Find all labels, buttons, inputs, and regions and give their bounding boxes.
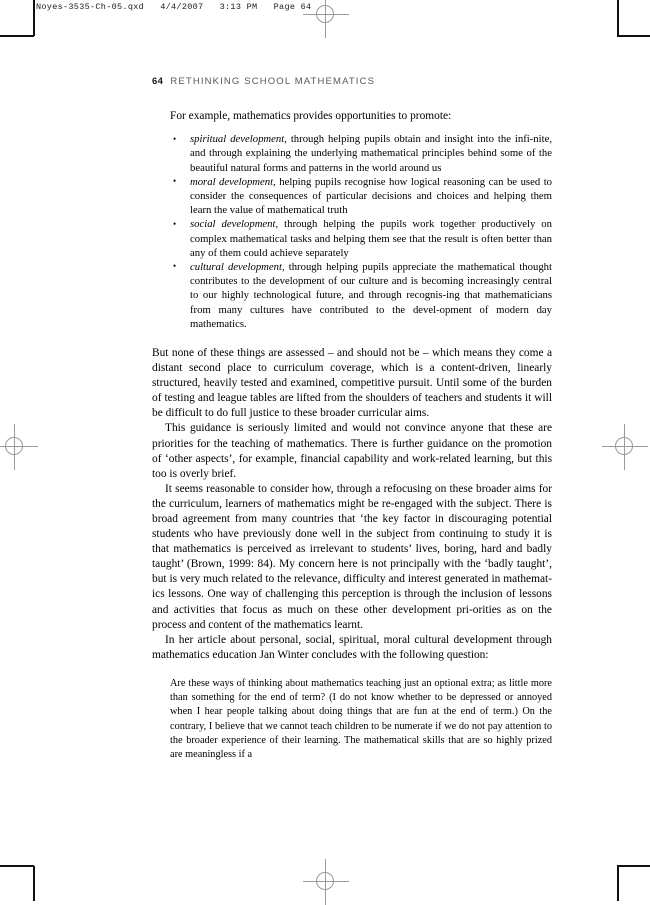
running-head xyxy=(152,76,552,87)
development-bullet-list xyxy=(170,132,552,331)
body-paragraph-3: It seems reasonable to consider how, through a refocusing on these broader aims for the curriculum, learners of mathematics might be re-engaged with the subject. There is broad agreement from many countries that ‘the key factor in discouraging potential students who have previously done well in the subject from continuing to study it is that mathematics is perceived as irrelevant to students’ lives, boring, hard and badly taught’ (Brown, 1999: 84). My concern here is not principally with the ‘badly taught’, but is very much related to the relevance, difficulty and interest generated in mathemat-ics lessons. One way of challenging this perception is through the inclusion of lessons and activities that focus as much on these other development pri-orities as on the process and content of the mathematics learnt. xyxy=(152,482,552,631)
list-item xyxy=(170,175,552,218)
production-slug-line: Noyes-3535-Ch-05.qxd 4/4/2007 3:13 PM Page 64 xyxy=(36,2,312,12)
body-paragraph-2: This guidance is seriously limited and would not convince anyone that these are priorities for the teaching of mathematics. There is further guidance on the promotion of ‘other aspects’, for example, financial capability and work-related learning, but this too is overly brief. xyxy=(152,422,552,480)
list-item xyxy=(170,132,552,175)
list-item-text: through helping the pupils work together productively on complex mathematical tasks and helping them see that the result is often better than any of them could achieve separately xyxy=(190,218,552,259)
list-item xyxy=(170,260,552,331)
list-item-term: spiritual development, xyxy=(190,133,287,146)
list-item-term: cultural development, xyxy=(190,260,285,273)
list-item-term: moral development, xyxy=(190,175,276,188)
list-item-text: through helping pupils appreciate the mathematical thought contributes to the development of our culture and is becoming increasingly central to our highly technological future, and through recognis-ing that mathematicians from many cultures have contributed to the devel-opment of modern day mathematics. xyxy=(190,260,552,330)
list-item-text: through helping pupils obtain and insight into the infi-nite, and through explaining the underlying mathematical principles behind some of the beautiful natural forms and patterns in the world around us xyxy=(190,133,552,174)
body-paragraph-1: But none of these things are assessed – and should not be – which means they come a distant second place to curriculum coverage, which is a content-driven, linearly structured, heavily tested and examined, competitive pursuit. Until some of the burden of testing and league tables are lifted from the shoulders of teachers and students it will be difficult to do full justice to these broader curricular aims. xyxy=(152,346,552,420)
pull-quote-text: Are these ways of thinking about mathematics teaching just an optional extra; as little more than something for the end of term? (I do not know whether to be depressed or annoyed when I hear people talking about doing things that are fun at the end of term.) On the contrary, I believe that we cannot teach children to be numerate if we do not pay attention to the broader experience of their learning. The mathematical skills that are so highly prized are meaningless if a xyxy=(170,677,552,760)
pull-quote xyxy=(170,677,552,762)
page-number: 64 xyxy=(152,76,164,87)
list-item-term: social development, xyxy=(190,218,279,231)
running-head-title: RETHINKING SCHOOL MATHEMATICS xyxy=(170,76,376,87)
body-paragraph-4: In her article about personal, social, spiritual, moral cultural development through mathematics education Jan Winter concludes with the following question: xyxy=(152,633,552,661)
lead-in-paragraph: For example, mathematics provides opportunities to promote: xyxy=(170,110,452,122)
page-content-column xyxy=(152,76,552,762)
list-item-text: helping pupils recognise how logical reasoning can be used to consider the consequences of particular decisions and choices and helping them learn the value of mathematical truth xyxy=(190,175,553,217)
list-item xyxy=(170,217,552,260)
